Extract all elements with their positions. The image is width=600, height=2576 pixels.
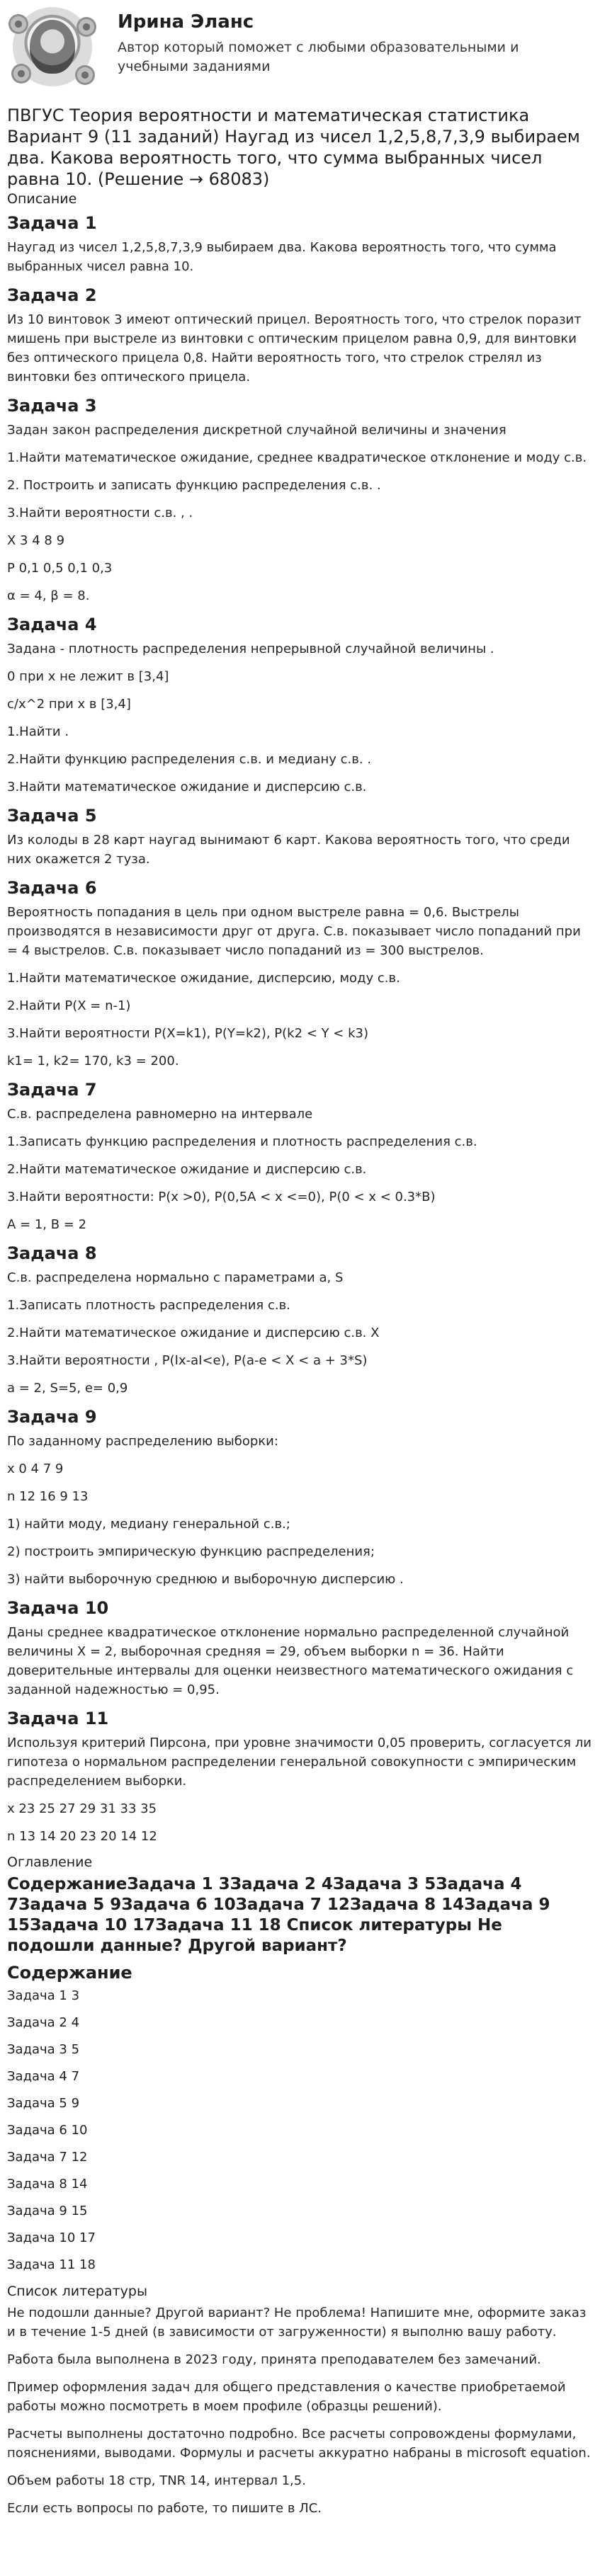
toc-label: Оглавление [7, 1854, 93, 1870]
task-section [7, 1243, 593, 1398]
task-section [7, 1597, 593, 1699]
task-paragraph: a = 2, S=5, e= 0,9 [7, 1381, 128, 1396]
task-section [7, 1079, 593, 1234]
task-paragraph: 2.Найти математическое ожидание и дисперсию с.в. X [7, 1326, 380, 1340]
task-paragraph: 3.Найти вероятности с.в. , . [7, 506, 193, 520]
task-paragraph: α = 4, β = 8. [7, 588, 90, 603]
task-paragraph: 3.Найти вероятности , P(Ix-aI<e), P(a-e < X < a + 3*S) [7, 1353, 368, 1368]
footer-paragraph: Не подошли данные? Другой вариант? Не проблема! Напишите мне, оформите заказ и в течение 1-5 дней (в зависимости от загруженности) я выполню вашу работу. [7, 2306, 587, 2340]
task-section [7, 395, 593, 605]
flower-icon [75, 65, 95, 85]
author-info [118, 7, 571, 76]
task-heading: Задача 10 [7, 1598, 109, 1618]
task-paragraph: c/x^2 при x в [3,4] [7, 697, 131, 712]
toc-item: Задача 8 14 [7, 2177, 88, 2192]
task-paragraph: n 12 16 9 13 [7, 1489, 89, 1504]
task-section [7, 614, 593, 797]
task-paragraph: 2) построить эмпирическую функцию распределения; [7, 1544, 375, 1559]
task-section [7, 1708, 593, 1846]
task-paragraph: 2.Найти математическое ожидание и дисперсию с.в. [7, 1162, 367, 1177]
task-paragraph: Из 10 винтовок 3 имеют оптический прицел. Вероятность того, что стрелок поразит мишень при выстреле из винтовки с оптическим прицелом равна 0,9, для винтовки без оптического прицела 0,8. Найти вероятность того, что стрелок стрелял из винтовки без оптического прицела. [7, 312, 582, 384]
task-paragraph: Задана - плотность распределения непрерывной случайной величины . [7, 642, 494, 656]
task-paragraph: X 3 4 8 9 [7, 533, 65, 548]
literature-label: Список литературы [7, 2284, 147, 2299]
task-paragraph: 2.Найти P(X = n-1) [7, 998, 131, 1013]
task-heading: Задача 4 [7, 615, 97, 634]
task-paragraph: k1= 1, k2= 170, k3 = 200. [7, 1054, 179, 1068]
task-paragraph: Задан закон распределения дискретной случайной величины и значения [7, 423, 506, 438]
toc-item: Задача 6 10 [7, 2123, 88, 2138]
task-heading: Задача 8 [7, 1243, 97, 1263]
toc-item: Задача 1 3 [7, 1988, 80, 2003]
task-paragraph: 1.Найти математическое ожидание, среднее квадратическое отклонение и моду с.в. [7, 450, 587, 465]
toc-item: Задача 2 4 [7, 2015, 80, 2030]
task-paragraph: По заданному распределению выборки: [7, 1434, 278, 1449]
author-card [7, 7, 593, 105]
footer-paragraph: Пример оформления задач для общего представления о качестве приобретаемой работы можно посмотреть в моем профиле (образцы решений). [7, 2380, 566, 2414]
flower-icon [77, 17, 96, 37]
task-paragraph: 1.Записать плотность распределения с.в. [7, 1298, 290, 1313]
task-paragraph: Используя критерий Пирсона, при уровне значимости 0,05 проверить, согласуется ли гипотеза о нормальном распределении генеральной совокупности с эмпирическим распределением выборки. [7, 1736, 591, 1789]
footer-paragraph: Если есть вопросы по работе, то пишите в ЛС. [7, 2501, 322, 2516]
author-name[interactable]: Ирина Эланс [118, 11, 254, 33]
toc-item: Задача 5 9 [7, 2096, 80, 2111]
author-description: Автор который поможет с любыми образовательными и учебными заданиями [118, 40, 519, 74]
task-heading: Задача 6 [7, 878, 97, 898]
footer-paragraph: Работа была выполнена в 2023 году, принята преподавателем без замечаний. [7, 2352, 541, 2367]
task-paragraph: 3.Найти математическое ожидание и дисперсию с.в. [7, 780, 367, 794]
page-title: ПВГУС Теория вероятности и математическая статистика Вариант 9 (11 заданий) Наугад из чисел 1,2,5,8,7,3,9 выбираем два. Какова вероятность того, что сумма выбранных чисел равна 10. (Решение → 68083) [7, 106, 580, 189]
task-heading: Задача 2 [7, 285, 97, 305]
avatar[interactable] [7, 7, 99, 92]
toc-item: Задача 10 17 [7, 2230, 96, 2245]
task-paragraph: Даны среднее квадратическое отклонение нормально распределенной случайной величины X = 2, выборочная средняя = 29, объем выборки n = 36. Найти доверительные интервалы для оценки неизвестного математического ожидания с заданной надежностью = 0,95. [7, 1625, 574, 1697]
avatar-portrait [30, 20, 75, 74]
task-paragraph: x 23 25 27 29 31 33 35 [7, 1801, 157, 1816]
task-paragraph: 1) найти моду, медиану генеральной с.в.; [7, 1517, 290, 1532]
task-paragraph: Наугад из чисел 1,2,5,8,7,3,9 выбираем два. Какова вероятность того, что сумма выбранных чисел равна 10. [7, 240, 557, 274]
task-paragraph: x 0 4 7 9 [7, 1461, 64, 1476]
tasks-list [7, 212, 593, 1846]
footer-paragraph: Расчеты выполнены достаточно подробно. Все расчеты сопровождены формулами, пояснениями, выводами. Формулы и расчеты аккуратно набраны в microsoft equation. [7, 2427, 591, 2461]
task-paragraph: n 13 14 20 23 20 14 12 [7, 1829, 157, 1844]
footer-notes [7, 2303, 593, 2518]
flower-icon [9, 14, 28, 34]
task-paragraph: P 0,1 0,5 0,1 0,3 [7, 561, 113, 576]
task-paragraph: 3) найти выборочную среднюю и выборочную дисперсию . [7, 1572, 404, 1587]
flower-icon [11, 64, 31, 84]
toc-heading: Содержание [7, 1963, 132, 1983]
task-paragraph: Вероятность попадания в цель при одном выстреле равна = 0,6. Выстрелы производятся в независимости друг от друга. С.в. показывает число попаданий при = 4 выстрелов. С.в. показывает число попаданий из = 300 выстрелов. [7, 905, 581, 958]
task-paragraph: 1.Записать функцию распределения и плотность распределения с.в. [7, 1134, 477, 1149]
task-paragraph: С.в. распределена нормально с параметрами a, S [7, 1270, 344, 1285]
task-section [7, 805, 593, 869]
task-heading: Задача 9 [7, 1407, 97, 1427]
task-paragraph: 2. Построить и записать функцию распределения с.в. . [7, 478, 381, 493]
task-paragraph: 0 при x не лежит в [3,4] [7, 669, 169, 684]
toc-list [7, 1988, 593, 2274]
task-section [7, 877, 593, 1071]
task-section [7, 212, 593, 276]
toc-item: Задача 4 7 [7, 2069, 80, 2084]
task-paragraph: Из колоды в 28 карт наугад вынимают 6 карт. Какова вероятность того, что среди них окажется 2 туза. [7, 833, 570, 867]
toc-item: Задача 11 18 [7, 2257, 96, 2272]
task-heading: Задача 7 [7, 1080, 97, 1100]
toc-item: Задача 7 12 [7, 2150, 88, 2165]
task-heading: Задача 3 [7, 396, 97, 416]
task-paragraph: С.в. распределена равномерно на интервале [7, 1107, 313, 1122]
task-heading: Задача 11 [7, 1709, 109, 1728]
task-section [7, 1406, 593, 1589]
toc-summary: СодержаниеЗадача 1 3Задача 2 4Задача 3 5Задача 4 7Задача 5 9Задача 6 10Задача 7 12Задача 8 14Задача 9 15Задача 10 17Задача 11 18 Список литературы Не подошли данные? Другой вариант? [7, 1875, 550, 1955]
toc-item: Задача 3 5 [7, 2042, 80, 2057]
task-paragraph: 2.Найти функцию распределения с.в. и медиану с.в. . [7, 752, 372, 767]
task-paragraph: 1.Найти . [7, 724, 69, 739]
footer-paragraph: Объем работы 18 стр, TNR 14, интервал 1,5. [7, 2473, 306, 2488]
task-section [7, 285, 593, 387]
task-paragraph: 3.Найти вероятности P(X=k1), P(Y=k2), P(k2 < Y < k3) [7, 1026, 368, 1041]
task-heading: Задача 1 [7, 213, 97, 233]
task-paragraph: 3.Найти вероятности: P(x >0), P(0,5A < x <=0), P(0 < x < 0.3*B) [7, 1190, 436, 1204]
description-label: Описание [7, 191, 77, 207]
task-heading: Задача 5 [7, 806, 97, 826]
task-paragraph: 1.Найти математическое ожидание, дисперсию, моду с.в. [7, 971, 400, 986]
task-paragraph: A = 1, B = 2 [7, 1217, 87, 1232]
toc-item: Задача 9 15 [7, 2204, 88, 2218]
